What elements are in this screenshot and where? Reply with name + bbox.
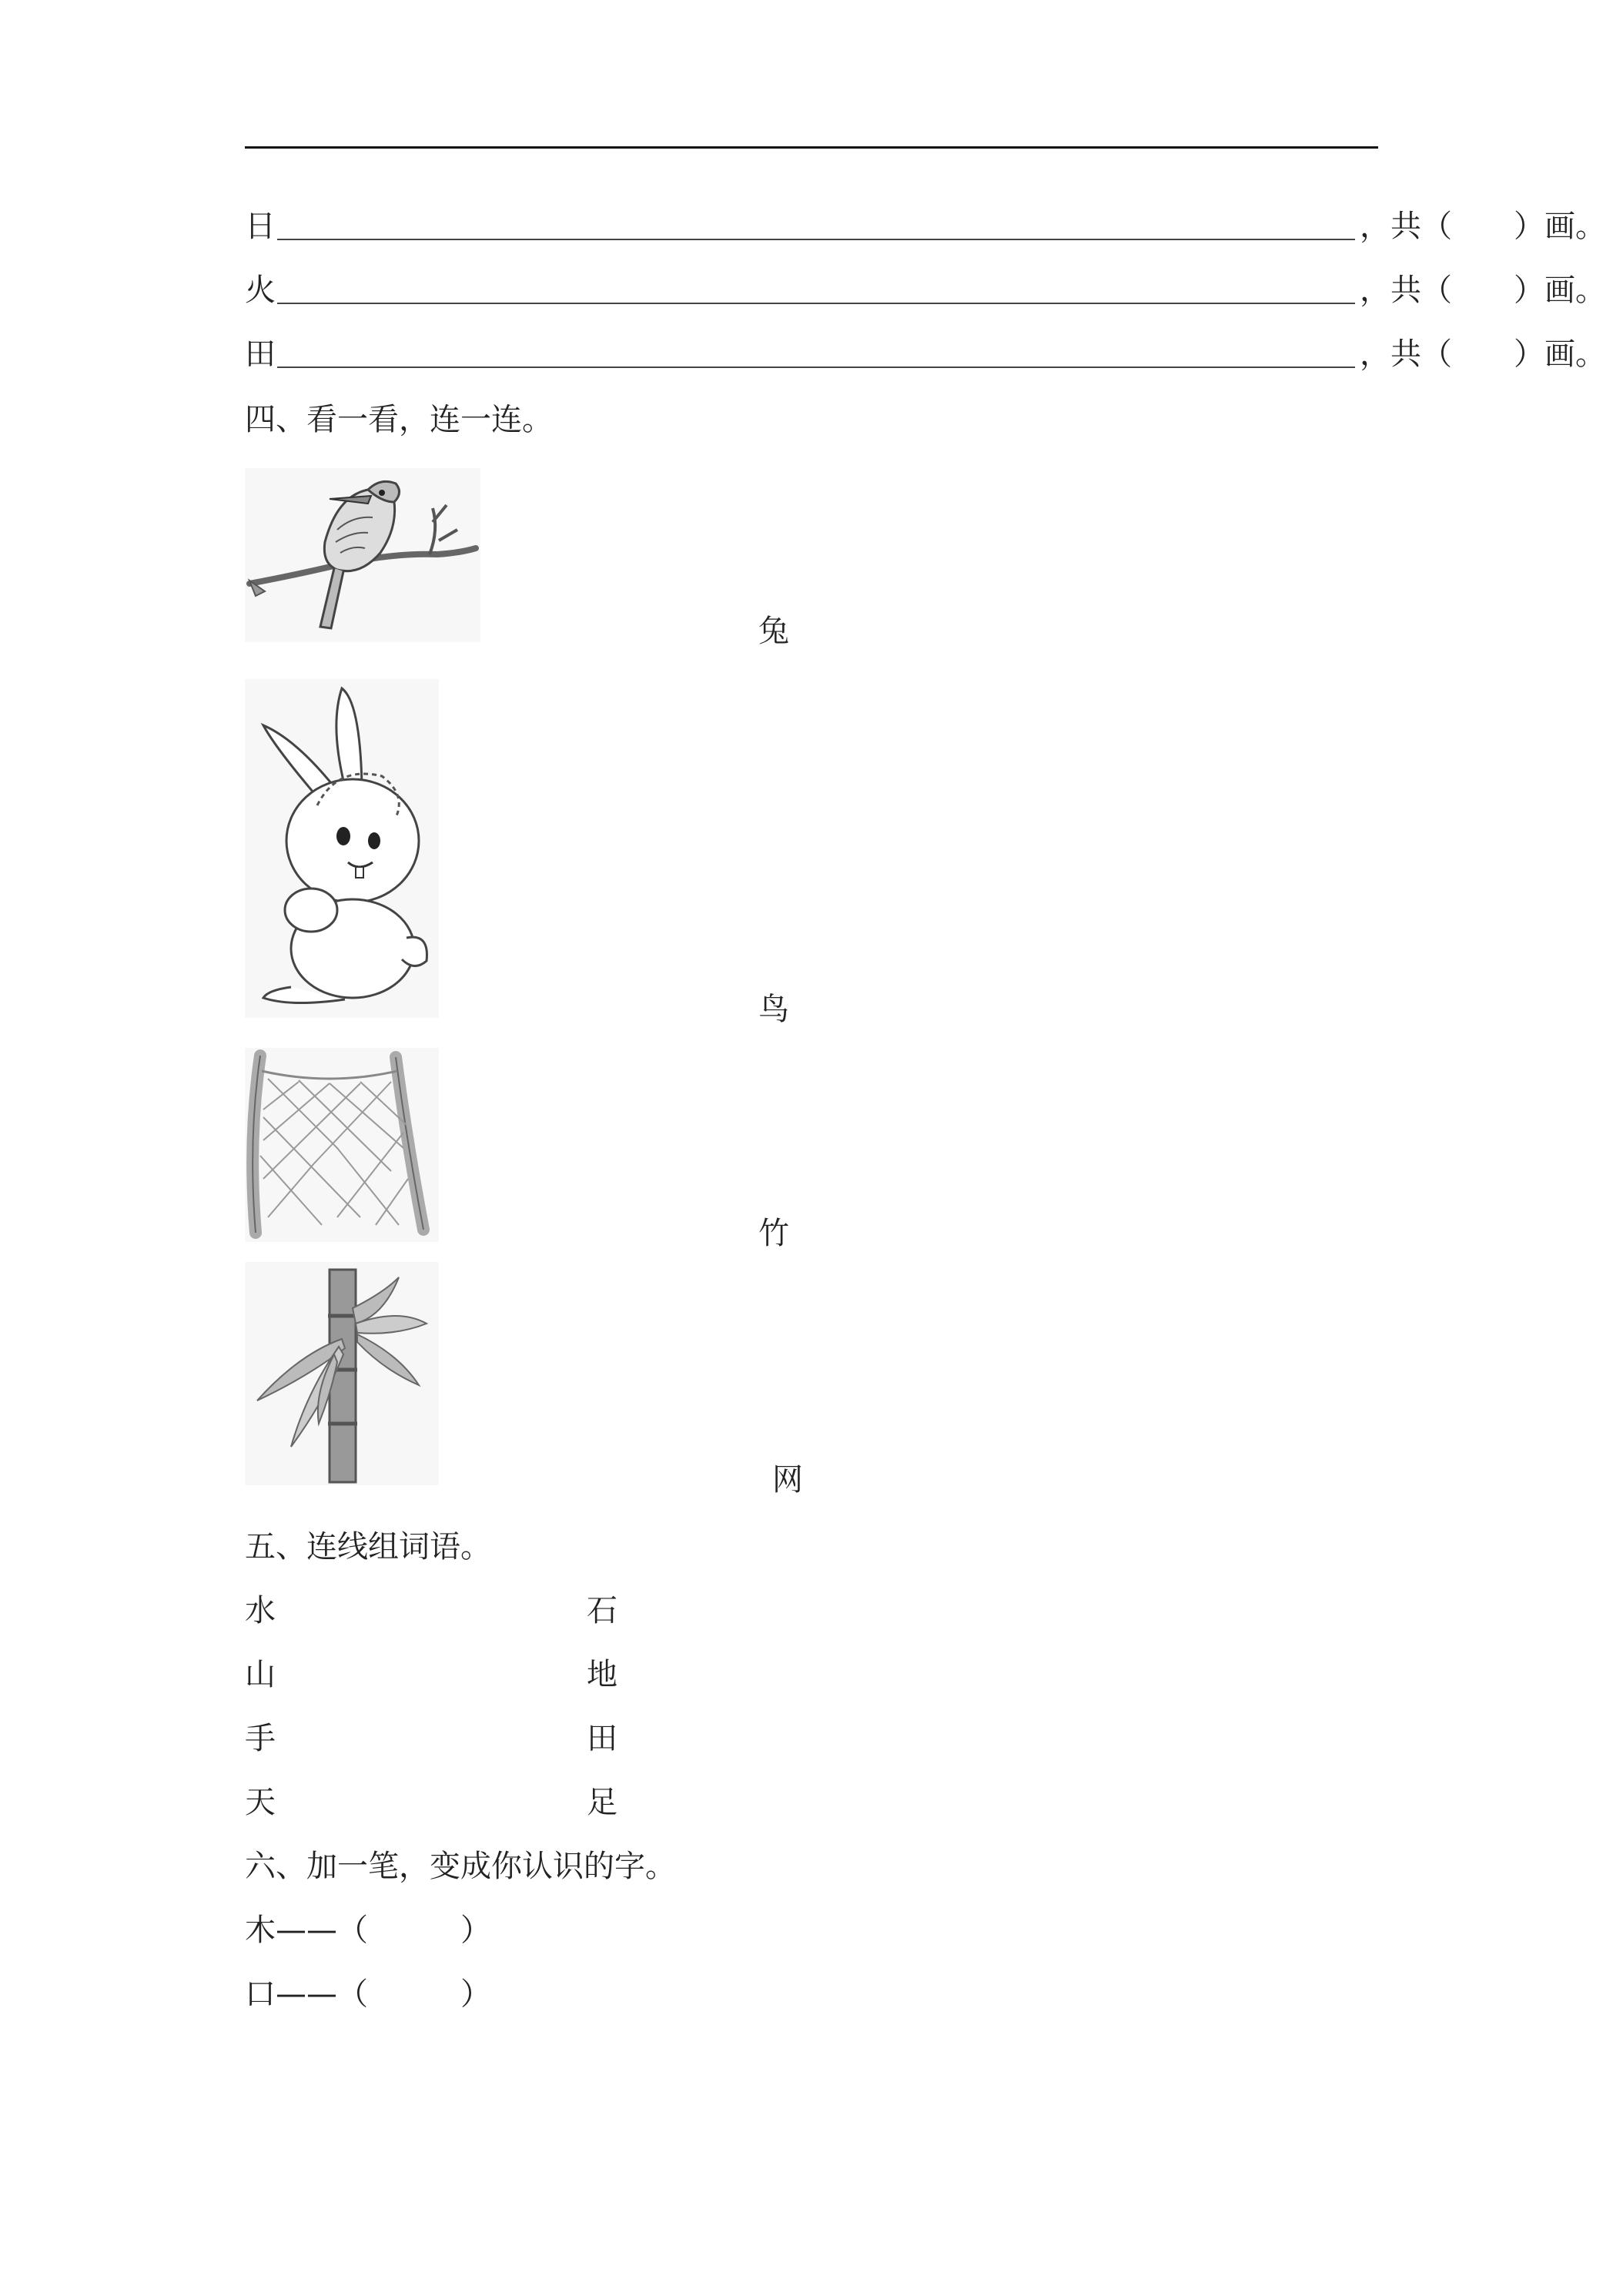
- section-6-title: 六、加一笔，变成你认识的字。: [245, 1849, 676, 1884]
- match-word[interactable]: 网: [772, 1462, 803, 1498]
- match-word[interactable]: 兔: [758, 614, 789, 649]
- stroke-count-prompt: ，共（ ）画。: [1360, 336, 1606, 372]
- left-word[interactable]: 水: [245, 1593, 276, 1628]
- left-word[interactable]: 山: [245, 1657, 276, 1692]
- bamboo-icon[interactable]: [245, 1262, 439, 1485]
- rabbit-icon[interactable]: [245, 679, 439, 1018]
- stroke-answer-line[interactable]: [277, 239, 1355, 240]
- right-word[interactable]: 地: [587, 1657, 617, 1692]
- match-word[interactable]: 鸟: [758, 992, 789, 1027]
- right-word[interactable]: 石: [587, 1593, 617, 1628]
- stroke-char: 田: [245, 336, 276, 372]
- stroke-char: 日: [245, 209, 276, 244]
- stroke-row: [245, 208, 1606, 245]
- stroke-count-prompt: ，共（ ）画。: [1360, 273, 1606, 308]
- add-stroke-item[interactable]: 口——（ ）: [245, 1976, 491, 2012]
- bird-icon[interactable]: [245, 468, 480, 642]
- left-word[interactable]: 手: [245, 1721, 276, 1756]
- stroke-char: 火: [245, 273, 276, 308]
- stroke-answer-line[interactable]: [277, 303, 1355, 304]
- header-rule: [245, 146, 1378, 149]
- net-icon[interactable]: [245, 1048, 439, 1242]
- stroke-row: [245, 336, 1606, 373]
- stroke-count-prompt: ，共（ ）画。: [1360, 209, 1606, 244]
- section-5-title: 五、连线组词语。: [245, 1529, 491, 1565]
- right-word[interactable]: 足: [587, 1785, 617, 1820]
- stroke-answer-line[interactable]: [277, 366, 1355, 368]
- stroke-row: [245, 272, 1606, 309]
- left-word[interactable]: 天: [245, 1785, 276, 1820]
- section-4-title: 四、看一看，连一连。: [245, 402, 553, 437]
- add-stroke-item[interactable]: 木——（ ）: [245, 1913, 491, 1948]
- right-word[interactable]: 田: [587, 1721, 617, 1756]
- match-word[interactable]: 竹: [758, 1216, 789, 1251]
